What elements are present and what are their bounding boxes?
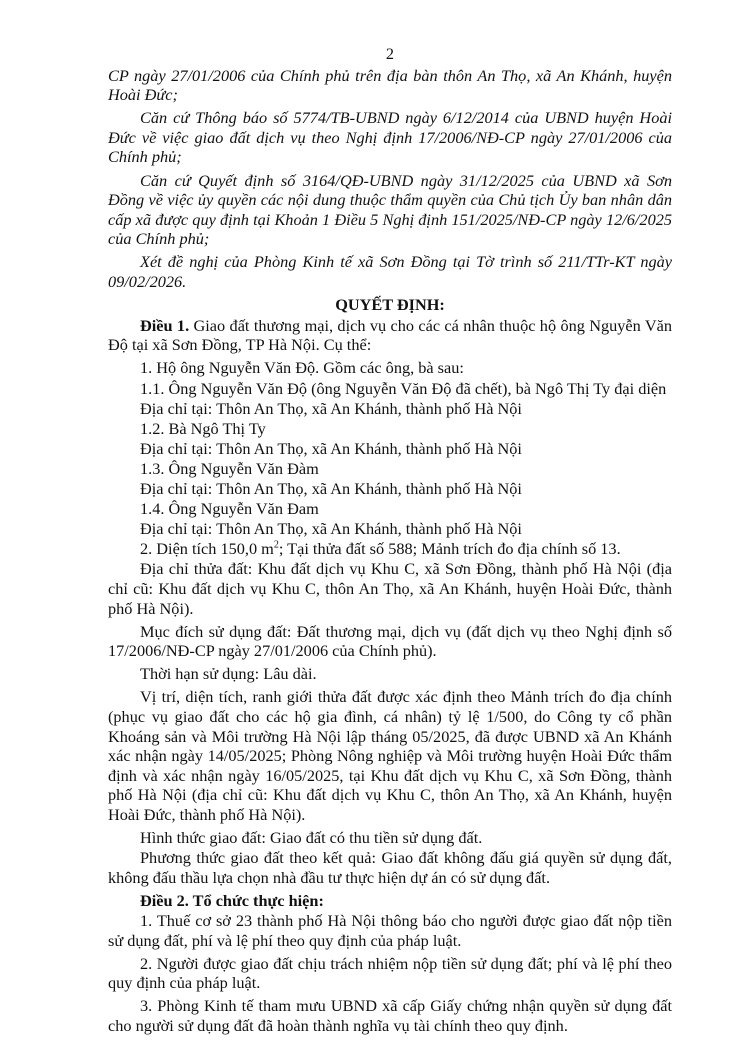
article-2-heading-text: Điều 2. Tổ chức thực hiện: [140, 890, 324, 910]
allocation-form: Hình thức giao đất: Giao đất có thu tiền sử dụng đất. [140, 828, 483, 848]
area-line [108, 539, 672, 559]
preamble-paragraph: CP ngày 27/01/2006 của Chính phủ trên địa bàn thôn An Thọ, xã An Khánh, huyện Hoài Đức; [108, 65, 672, 105]
household-line: 1. Hộ ông Nguyễn Văn Độ. Gồm các ông, bà sau: [140, 358, 464, 378]
article-2-item: 1. Thuế cơ sở 23 thành phố Hà Nội thông báo cho người được giao đất nộp tiền sử dụng đất, phí và lệ phí theo quy định của pháp luật. [108, 910, 672, 950]
land-location: Vị trí, diện tích, ranh giới thửa đất được xác định theo Mảnh trích đo địa chính (phục vụ giao đất cho các hộ gia đình, cá nhân) tỷ lệ 1/500, do Công ty cổ phần Khoáng sản và Môi trường Hà Nội lập tháng 05/2025, đã được UBND xã An Khánh xác nhận ngày 14/05/2025; Phòng Nông nghiệp và Môi trường huyện Hoài Đức thẩm định và xác nhận ngày 16/05/2025, tại Khu đất dịch vụ Khu C, xã Sơn Đồng, thành phố Hà Nội (địa chỉ cũ: Khu đất dịch vụ Khu C, thôn An Thọ, xã An Khánh, huyện Hoài Đức, thành phố Hà Nội). [108, 687, 672, 824]
preamble-paragraph: Xét đề nghị của Phòng Kinh tế xã Sơn Đồng tại Tờ trình số 211/TTr-KT ngày 09/02/2026. [108, 252, 672, 292]
preamble-paragraph: Căn cứ Thông báo số 5774/TB-UBND ngày 6/12/2014 của UBND huyện Hoài Đức về việc giao đất dịch vụ theo Nghị định 17/2006/NĐ-CP ngày 27/01/2006 của Chính phủ; [108, 108, 672, 167]
document-body [108, 44, 672, 1039]
article-2-item: 3. Phòng Kinh tế tham mưu UBND xã cấp Giấy chứng nhận quyền sử dụng đất cho người sử dụng đất đã hoàn thành nghĩa vụ tài chính theo quy định. [108, 996, 672, 1035]
member-address: Địa chỉ tại: Thôn An Thọ, xã An Khánh, thành phố Hà Nội [140, 438, 522, 458]
area-text: 2. Diện tích 150,0 m [140, 539, 274, 559]
member-name: 1.1. Ông Nguyễn Văn Độ (ông Nguyễn Văn Độ đã chết), bà Ngô Thị Ty đại diện [140, 378, 667, 398]
article-1-intro [108, 316, 672, 355]
page-number: 2 [385, 44, 395, 63]
article-1-heading: Điều 1. [140, 315, 190, 335]
preamble-paragraph: Căn cứ Quyết định số 3164/QĐ-UBND ngày 31/12/2025 của UBND xã Sơn Đồng về việc ủy quyền các nội dung thuộc thẩm quyền của Chủ tịch Ủy ban nhân dân cấp xã được quy định tại Khoản 1 Điều 5 Nghị định 151/2025/NĐ-CP ngày 12/6/2025 của Chính phủ; [108, 170, 672, 249]
area-superscript: 2 [273, 539, 279, 551]
article-2-item: 2. Người được giao đất chịu trách nhiệm nộp tiền sử dụng đất; phí và lệ phí theo quy định của pháp luật. [108, 953, 672, 993]
land-term: Thời hạn sử dụng: Lâu dài. [140, 664, 317, 684]
member-name: 1.4. Ông Nguyễn Văn Đam [140, 499, 319, 519]
article-2-heading [108, 891, 672, 911]
land-purpose: Mục đích sử dụng đất: Đất thương mại, dịch vụ (đất dịch vụ theo Nghị định số 17/2006/NĐ-CP ngày 27/01/2006 của Chính phủ). [108, 621, 672, 661]
member-name: 1.3. Ông Nguyễn Văn Đàm [140, 458, 319, 478]
article-1-intro-text: Giao đất thương mại, dịch vụ cho các cá nhân thuộc hộ ông Nguyễn Văn Độ tại xã Sơn Đồng, TP Hà Nội. Cụ thể: [108, 315, 673, 355]
member-address: Địa chỉ tại: Thôn An Thọ, xã An Khánh, thành phố Hà Nội [140, 478, 522, 498]
decision-title: QUYẾT ĐỊNH: [335, 295, 445, 315]
member-address: Địa chỉ tại: Thôn An Thọ, xã An Khánh, thành phố Hà Nội [140, 519, 522, 539]
member-address: Địa chỉ tại: Thôn An Thọ, xã An Khánh, thành phố Hà Nội [140, 398, 522, 418]
area-plot-text: ; Tại thửa đất số 588; Mảnh trích đo địa chính số 13. [278, 539, 621, 559]
plot-address: Địa chỉ thửa đất: Khu đất dịch vụ Khu C, xã Sơn Đồng, thành phố Hà Nội (địa chỉ cũ: Khu đất dịch vụ Khu C, thôn An Thọ, xã An Khánh, huyện Hoài Đức, thành phố Hà Nội). [108, 559, 672, 618]
member-name: 1.2. Bà Ngô Thị Ty [140, 418, 266, 438]
allocation-method: Phương thức giao đất theo kết quả: Giao đất không đấu giá quyền sử dụng đất, không đấu thầu lựa chọn nhà đầu tư thực hiện dự án có sử dụng đất. [108, 848, 672, 887]
